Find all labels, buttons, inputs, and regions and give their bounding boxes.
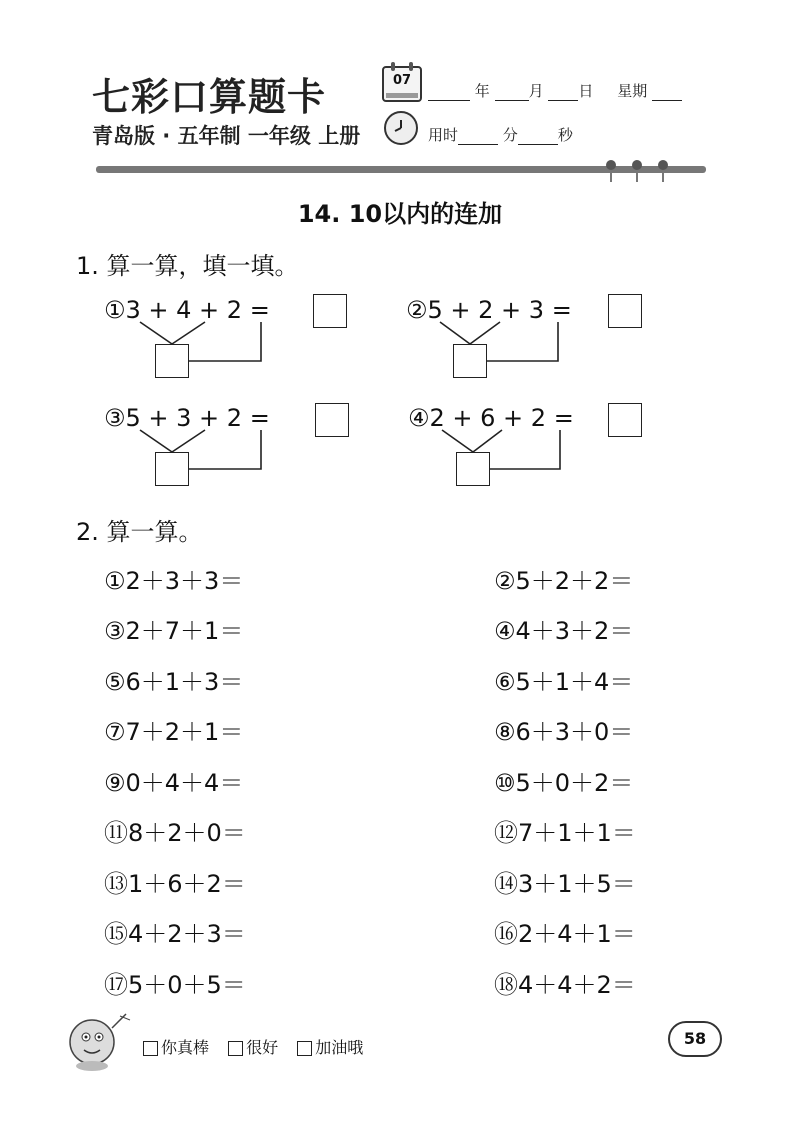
s2-problem: ⑨0＋4＋4＝ [104, 769, 244, 797]
s2-problem: ②5＋2＋2＝ [494, 567, 634, 595]
intermediate-box[interactable] [155, 452, 189, 486]
intermediate-box[interactable] [456, 452, 490, 486]
page-number: 58 [668, 1021, 722, 1057]
s1-problem-3: ③5 + 3 + 2 = [104, 404, 270, 432]
s2-problem: ⑩5＋0＋2＝ [494, 769, 634, 797]
s2-problem: ⑫7＋1＋1＝ [494, 819, 636, 847]
answer-box[interactable] [315, 403, 349, 437]
mascot-icon [64, 1006, 136, 1072]
s2-problem: ⑮4＋2＋3＝ [104, 920, 246, 948]
s2-problem: ⑥5＋1＋4＝ [494, 668, 634, 696]
s2-problem: ⑤6＋1＋3＝ [104, 668, 244, 696]
rating-checkbox[interactable] [143, 1041, 158, 1056]
year-label: 年 [474, 82, 490, 100]
weekday-label: 星期 [617, 82, 648, 100]
intermediate-box[interactable] [453, 344, 487, 378]
brand-title: 七彩口算题卡 [92, 75, 327, 119]
s1-problem-4: ④2 + 6 + 2 = [408, 404, 574, 432]
rating-label: 很好 [246, 1038, 279, 1057]
s2-problem: ⑯2＋4＋1＝ [494, 920, 636, 948]
s2-problem: ⑧6＋3＋0＝ [494, 718, 634, 746]
section1-heading: 1. 算一算，填一填。 [76, 252, 299, 280]
rating-checkbox[interactable] [297, 1041, 312, 1056]
calendar-day: 07 [392, 73, 412, 88]
month-label: 月 [528, 82, 544, 100]
day-label: 日 [578, 82, 594, 100]
rating-checkbox[interactable] [228, 1041, 243, 1056]
edition-label: 青岛版 · 五年制 一年级 上册 [92, 124, 361, 148]
s2-problem: ⑰5＋0＋5＝ [104, 971, 246, 999]
lesson-title: 14. 10以内的连加 [297, 200, 503, 228]
rating-label: 加油哦 [315, 1038, 364, 1057]
self-rating [143, 1035, 377, 1058]
answer-box[interactable] [608, 403, 642, 437]
s2-problem: ⑪8＋2＋0＝ [104, 819, 246, 847]
time-used-label: 用时 [428, 126, 459, 144]
s2-problem: ⑦7＋2＋1＝ [104, 718, 244, 746]
s2-problem: ⑱4＋4＋2＝ [494, 971, 636, 999]
s2-problem: ⑬1＋6＋2＝ [104, 870, 246, 898]
s2-problem: ①2＋3＋3＝ [104, 567, 244, 595]
s1-problem-2: ②5 + 2 + 3 = [406, 296, 572, 324]
second-label: 秒 [557, 126, 573, 144]
section2-heading: 2. 算一算。 [76, 518, 203, 546]
minute-label: 分 [502, 126, 518, 144]
answer-box[interactable] [608, 294, 642, 328]
s1-problem-1: ①3 + 4 + 2 = [104, 296, 270, 324]
s2-problem: ④4＋3＋2＝ [494, 617, 634, 645]
s2-problem: ⑭3＋1＋5＝ [494, 870, 636, 898]
rating-label: 你真棒 [161, 1038, 210, 1057]
s2-problem: ③2＋7＋1＝ [104, 617, 244, 645]
